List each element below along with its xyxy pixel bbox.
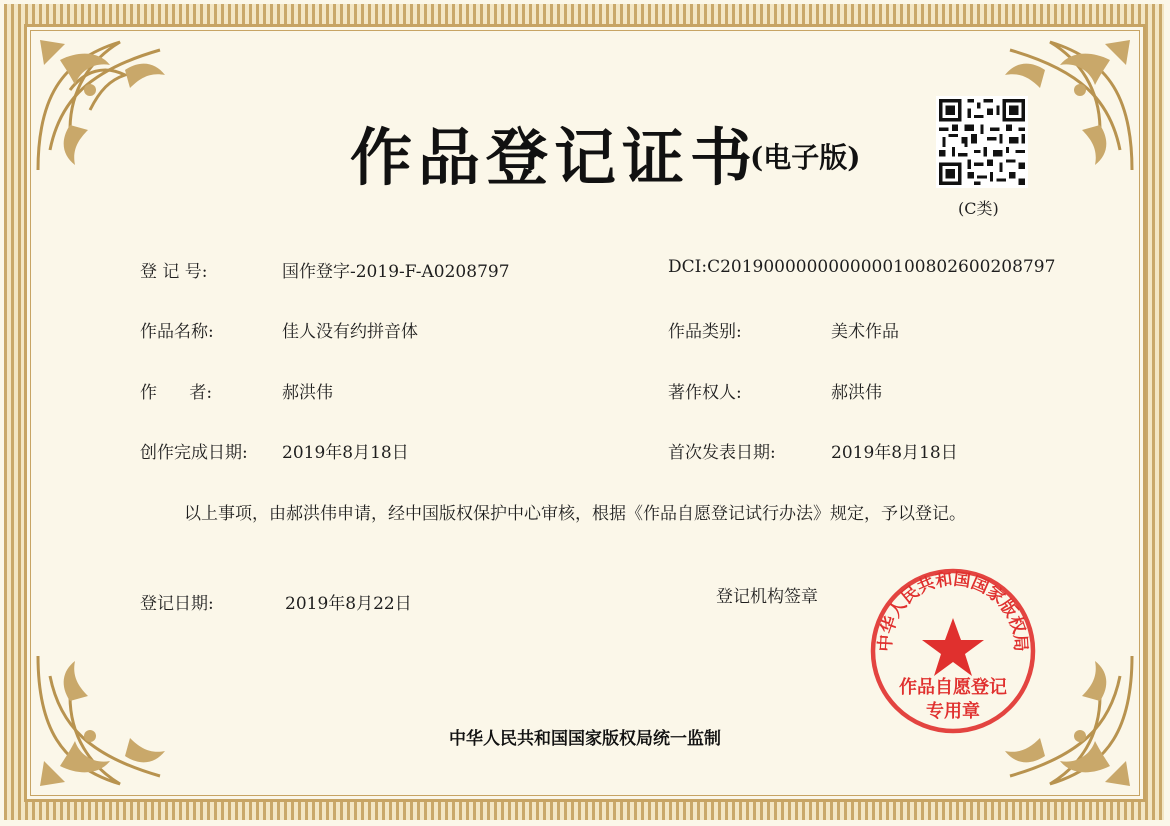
work-type-label: 作品类别: <box>668 322 742 342</box>
svg-text:专用章: 专用章 <box>926 701 980 722</box>
creation-date-value: 2019年8月18日 <box>282 443 409 463</box>
corner-ornament-icon <box>30 646 180 796</box>
work-name-label: 作品名称: <box>140 322 214 342</box>
author-value: 郝洪伟 <box>282 383 333 403</box>
work-name-value: 佳人没有约拼音体 <box>282 322 418 342</box>
publish-date-label: 首次发表日期: <box>668 443 776 463</box>
qr-caption: (C类) <box>958 199 999 218</box>
sign-label: 登记机构签章 <box>716 587 818 607</box>
page-title: 作品登记证书 <box>350 121 759 194</box>
publish-date-value: 2019年8月18日 <box>831 443 958 463</box>
svg-text:作品自愿登记: 作品自愿登记 <box>899 677 1007 698</box>
reg-no-value: 国作登字-2019-F-A0208797 <box>282 262 510 282</box>
corner-ornament-icon <box>30 30 180 180</box>
star-icon <box>922 618 984 676</box>
qr-code-icon[interactable] <box>936 96 1028 188</box>
author-label: 作 者: <box>140 383 213 403</box>
registration-date-label: 登记日期: <box>140 594 214 614</box>
copyright-owner-label: 著作权人: <box>668 383 742 403</box>
footer-text: 中华人民共和国国家版权局统一监制 <box>449 729 721 749</box>
work-type-value: 美术作品 <box>831 322 899 342</box>
seal-ring-text: 中华人民共和国国家版权局 <box>875 569 1031 653</box>
copyright-owner-value: 郝洪伟 <box>831 383 882 403</box>
page-subtitle: (电子版) <box>750 141 861 174</box>
reg-no-label: 登 记 号: <box>140 262 208 282</box>
statement-paragraph: 以上事项，由郝洪伟申请，经中国版权保护中心审核，根据《作品自愿登记试行办法》规定，予以登记。 <box>184 504 966 524</box>
creation-date-label: 创作完成日期: <box>140 443 248 463</box>
registration-date-value: 2019年8月22日 <box>285 594 412 614</box>
dci-value: DCI:C2019000000000000100802600208797 <box>668 257 1056 277</box>
official-seal <box>868 566 1038 736</box>
